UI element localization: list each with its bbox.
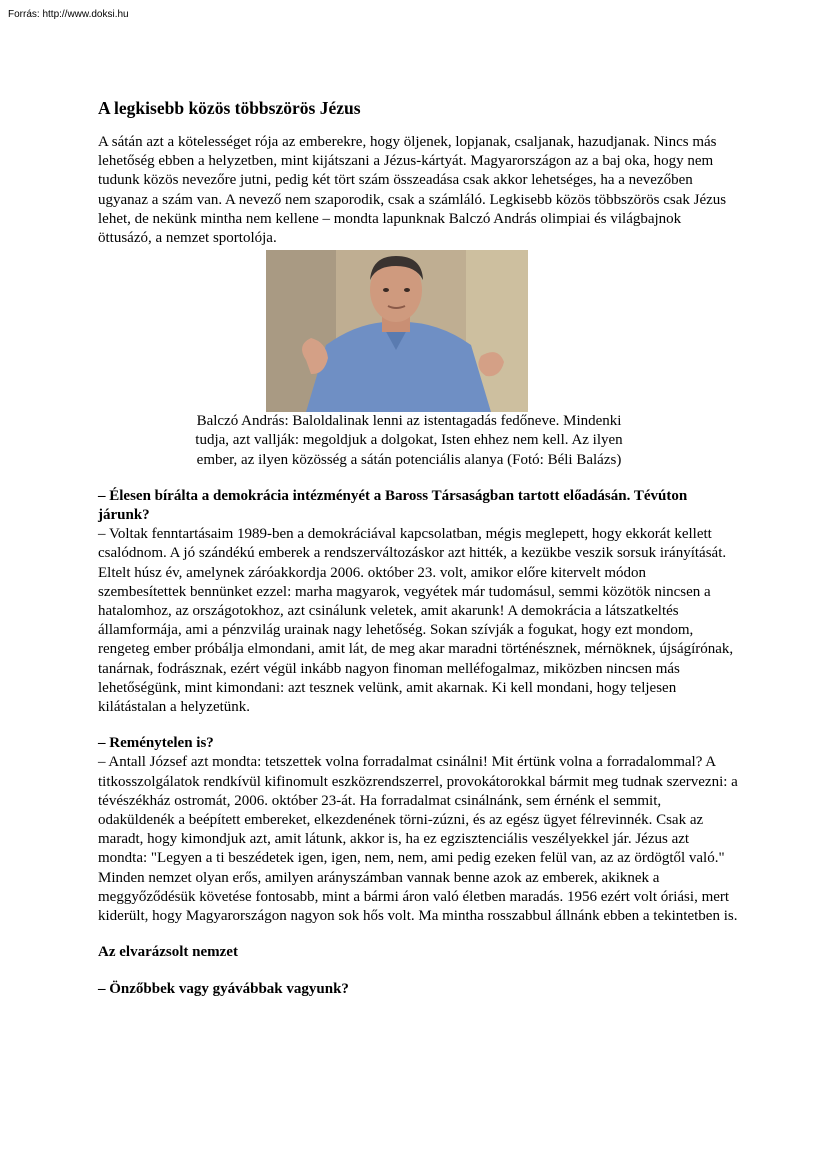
question-2: – Reménytelen is? xyxy=(98,735,214,752)
portrait-photo xyxy=(266,250,528,412)
article-title: A legkisebb közös többszörös Jézus xyxy=(98,98,361,118)
intro-paragraph: A sátán azt a kötelességet rója az emberekre, hogy öljenek, lopjanak, csaljanak, hazudjanak. Nincs más lehetőség ebben a helyzetben, mint kijátszani a Jézus-kártyát. Magyarországon az a baj oka, hogy nem tudunk közös nevezőre jutni, pedig két tört szám összeadása csak akkor lehetséges, ha a nevezőben ugyanaz a szám van. A nevező nem szaporodik, csak a számláló. Legkisebb közös többszörös csak Jézus lehet, de nekünk mintha nem kellene – mondta lapunknak Balczó András olimpiai és világbajnok öttusázó, a nemzet sportolója. xyxy=(98,134,727,247)
source-line: Forrás: http://www.doksi.hu xyxy=(8,9,129,20)
question-3: – Önzőbbek vagy gyávábbak vagyunk? xyxy=(98,980,349,997)
answer-1: – Voltak fenntartásaim 1989-ben a demokráciával kapcsolatban, mégis meglepett, hogy ekkorát kellett csalódnom. A jó szándékú emberek a rendszerváltozáskor azt hitték, a kezükbe veszik sorsuk irányítását. Eltelt húsz év, amelynek záróakkordja 2006. október 23. volt, amikor előre kitervelt módon szembesítettek bennünket ezzel: marha magyarok, vegyétek már tudomásul, semmi közötök nincsen a hatalomhoz, az országotokhoz, azt csinálunk veletek, amit akarunk! A demokrácia a látszatkeltés államformája, ami a pénzvilág urainak nagy lehetőség. Sokan szívják a fogukat, hogy ezt mondom, rengeteg ember próbálja elmondani, amit lát, de meg akar maradni történésznek, mérnöknek, újságírónak, tanárnak, fodrásznak, ezért végül inkább nagyon finoman melléfogalmaz, miközben nincsen más lehetőségünk, mint kimondani: azt tesznek velünk, amit akarnak. Ki kell mondani, hogy teljesen kilátástalan a helyzetünk. xyxy=(98,526,734,716)
section-title: Az elvarázsolt nemzet xyxy=(98,944,238,961)
answer-2: – Antall József azt mondta: tetszettek volna forradalmat csinálni! Mit értünk volna a forradalommal? A titkosszolgálatok rendkívül kifinomult eszközrendszerrel, provokátorokkal bármit meg tudnak szervezni: a tévészékház ostromát, 2006. október 23-át. Ha forradalmat csinálnánk, sem érnénk el semmit, odaküldenék a beépített embereket, elkezdenének törni-zúzni, és az egész ügyet félrevinnék. Csak az maradt, hogy kimondjuk azt, amit látunk, akkor is, ha ez egzisztenciális veszélyekkel jár. Jézus azt mondta: "Legyen a ti beszédetek igen, igen, nem, nem, ami pedig ezeken felül van, az az ördögtől való." Minden nemzet olyan erős, amilyen arányszámban vannak benne azok az emberek, akiknek a meggyőződésük követése fontosabb, mint a bármi áron való életben maradás. 1956 ezért volt óriási, mert kiderült, hogy Magyarországon nagyon sok hős volt. Ma mintha rosszabbul állnánk ebben a tekintetben is. xyxy=(98,754,738,925)
figure xyxy=(182,250,636,470)
photo-caption: Balczó András: Baloldalinak lenni az istentagadás fedőneve. Mindenki tudja, azt vallják: megoldjuk a dolgokat, Isten ehhez nem kell. Az ilyen ember, az ilyen közösség a sátán potenciális alanya (Fotó: Béli Balázs) xyxy=(195,413,623,468)
article xyxy=(98,97,738,999)
question-1: – Élesen bírálta a demokrácia intézményét a Baross Társaságban tartott előadásán. Tévúton járunk? xyxy=(98,487,688,524)
